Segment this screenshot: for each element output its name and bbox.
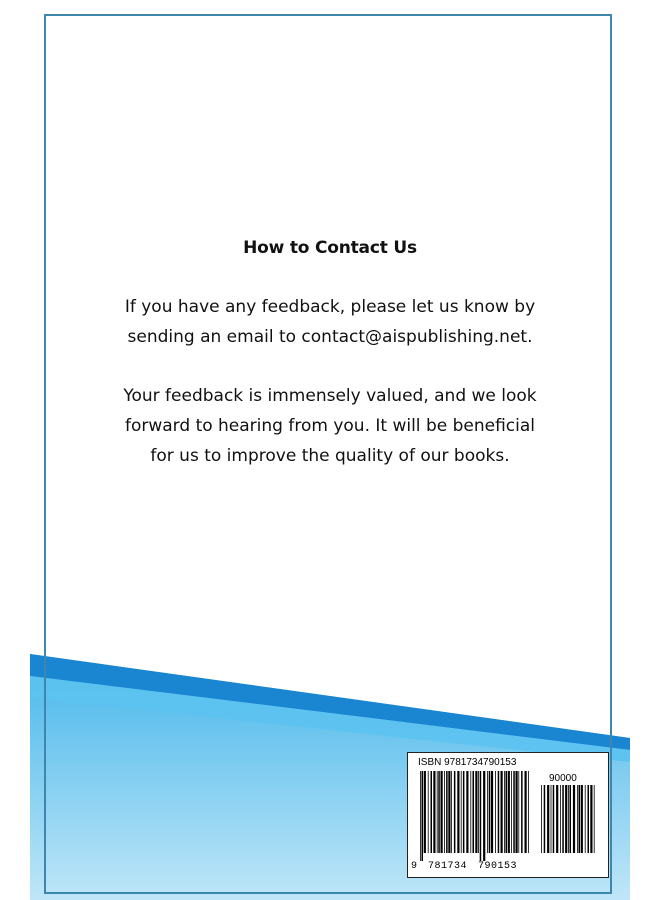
barcode-bar bbox=[483, 771, 485, 861]
barcode-bar bbox=[544, 785, 546, 853]
barcode-bar bbox=[551, 785, 552, 853]
barcode-bar bbox=[506, 771, 508, 853]
barcode-bar bbox=[437, 771, 438, 853]
isbn-label: ISBN 9781734790153 bbox=[418, 757, 517, 768]
barcode-bar bbox=[420, 771, 421, 861]
valued-line-3: for us to improve the quality of our books. bbox=[150, 446, 510, 466]
barcode-left-digits: 781734 bbox=[428, 861, 468, 872]
barcode-bar bbox=[433, 771, 435, 853]
barcode-bar bbox=[513, 771, 515, 853]
barcode-bar bbox=[473, 771, 475, 853]
barcode-bar bbox=[475, 771, 477, 853]
barcode-lead-digit: 9 bbox=[411, 861, 418, 872]
barcode-bar bbox=[516, 771, 518, 853]
barcode-bar bbox=[495, 771, 496, 853]
barcode-bar bbox=[457, 771, 459, 853]
barcode-bar bbox=[594, 785, 595, 853]
barcode-bar bbox=[501, 771, 503, 853]
barcode-bar bbox=[448, 771, 450, 853]
barcode-bar bbox=[498, 771, 500, 853]
barcode-bar bbox=[508, 771, 510, 853]
barcode-bar bbox=[511, 771, 512, 853]
contact-heading: How to Contact Us bbox=[243, 238, 417, 258]
barcode-bar bbox=[463, 771, 465, 853]
feedback-paragraph bbox=[60, 292, 600, 352]
barcode-bar bbox=[470, 771, 471, 853]
feedback-line-1: If you have any feedback, please let us know by bbox=[124, 297, 536, 317]
barcode-bar bbox=[553, 785, 555, 853]
barcode-bar bbox=[556, 785, 558, 853]
barcode-bar bbox=[424, 771, 426, 853]
barcode-bar bbox=[560, 785, 561, 853]
barcode-bar bbox=[565, 785, 567, 853]
feedback-line-2: sending an email to contact@aispublishing.net. bbox=[127, 327, 533, 347]
valued-line-2: forward to hearing from you. It will be beneficial bbox=[124, 416, 535, 436]
barcode-bar bbox=[541, 785, 542, 853]
barcode-main-bars bbox=[420, 771, 530, 861]
barcode-bar bbox=[588, 785, 590, 853]
barcode-right-digits: 790153 bbox=[478, 861, 518, 872]
barcode-bar bbox=[579, 785, 581, 853]
barcode-bar bbox=[528, 771, 529, 853]
barcode-addon-bars bbox=[541, 785, 596, 861]
barcode-bar bbox=[487, 771, 488, 853]
barcode-bar bbox=[521, 771, 523, 853]
barcode-bar bbox=[547, 785, 549, 853]
barcode-bar bbox=[478, 771, 479, 853]
barcode-bar bbox=[525, 771, 527, 853]
barcode-bar bbox=[491, 771, 493, 853]
barcode-bar bbox=[428, 771, 429, 853]
barcode-bar bbox=[431, 771, 433, 853]
isbn-barcode bbox=[407, 752, 609, 878]
barcode-bar bbox=[573, 785, 575, 853]
barcode-bar bbox=[444, 771, 445, 853]
barcode-bar bbox=[480, 771, 482, 861]
barcode-bar bbox=[585, 785, 586, 853]
barcode-bar bbox=[577, 785, 578, 853]
barcode-bar bbox=[568, 785, 569, 853]
barcode-bar bbox=[446, 771, 448, 853]
barcode-bar bbox=[461, 771, 462, 853]
barcode-bar bbox=[438, 771, 440, 853]
barcode-bar bbox=[441, 771, 443, 853]
barcode-bar bbox=[422, 771, 424, 861]
price-code: 90000 bbox=[549, 773, 577, 784]
barcode-bar bbox=[504, 771, 505, 853]
barcode-bar bbox=[581, 785, 583, 853]
barcode-bar bbox=[590, 785, 592, 853]
valued-line-1: Your feedback is immensely valued, and we look bbox=[123, 386, 537, 406]
barcode-bar bbox=[489, 771, 491, 853]
barcode-bar bbox=[454, 771, 456, 853]
barcode-bar bbox=[562, 785, 564, 853]
barcode-bar bbox=[451, 771, 452, 853]
barcode-bar bbox=[570, 785, 572, 853]
barcode-bar bbox=[518, 771, 519, 853]
valued-paragraph bbox=[60, 381, 600, 471]
barcode-bar bbox=[466, 771, 468, 853]
